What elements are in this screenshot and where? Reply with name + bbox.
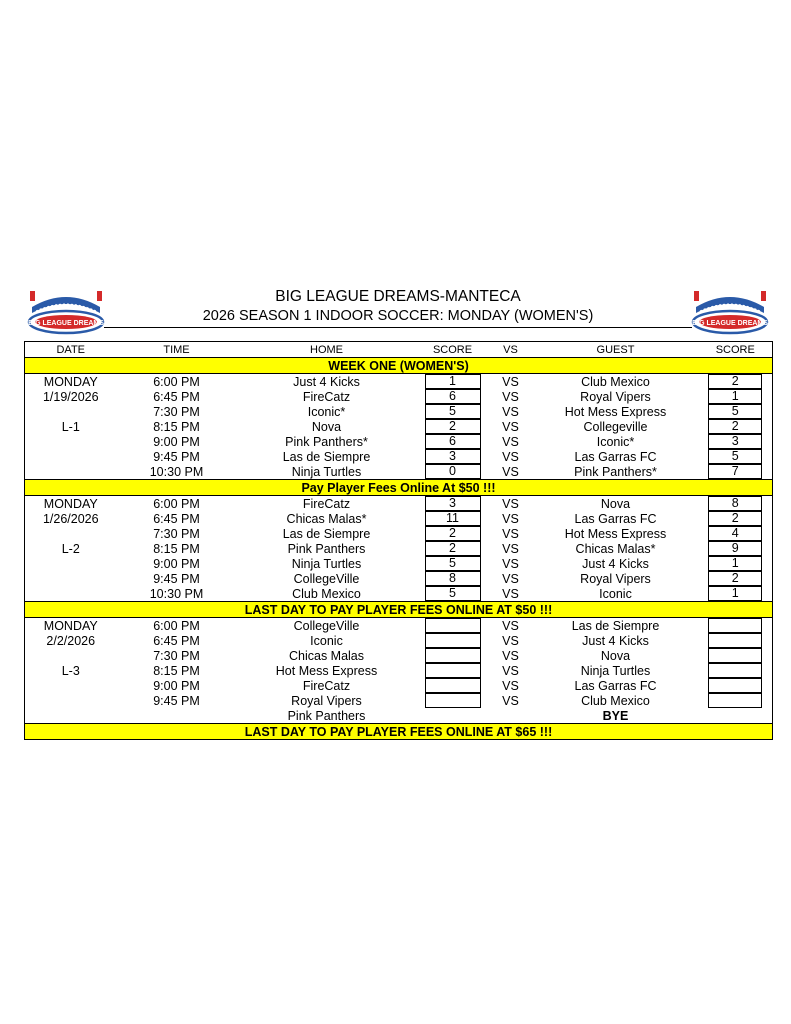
game-time: 7:30 PM	[153, 526, 200, 541]
schedule-table	[24, 341, 773, 740]
game-row	[25, 663, 773, 678]
guest-score-cell	[699, 464, 773, 480]
guest-score: 7	[708, 464, 762, 479]
guest-team: Hot Mess Express	[564, 526, 667, 541]
guest-score	[708, 663, 762, 678]
guest-score	[708, 633, 762, 648]
home-score: 2	[425, 419, 481, 434]
guest-team: Las de Siempre	[571, 618, 660, 633]
game-time: 9:00 PM	[153, 434, 200, 449]
col-home-header: HOME	[237, 342, 417, 358]
guest-team: Las Garras FC	[574, 678, 657, 693]
guest-team: Royal Vipers	[580, 389, 651, 404]
guest-score: 2	[708, 571, 762, 586]
home-score: 8	[425, 571, 481, 586]
vs-label: VS	[502, 419, 519, 434]
guest-score-cell	[699, 511, 773, 526]
game-date-label	[25, 693, 117, 708]
game-time: 9:00 PM	[153, 556, 200, 571]
guest-score-cell	[699, 693, 773, 708]
vs-label: VS	[502, 526, 519, 541]
game-row	[25, 556, 773, 571]
column-header-row	[25, 342, 773, 358]
home-score: 6	[425, 389, 481, 404]
guest-team: Royal Vipers	[580, 571, 651, 586]
game-date-label	[25, 648, 117, 663]
guest-team: Chicas Malas*	[575, 541, 656, 556]
home-score: 5	[425, 404, 481, 419]
home-score: 2	[425, 541, 481, 556]
home-score: 1	[425, 374, 481, 389]
col-date-header: DATE	[25, 342, 117, 358]
guest-score-cell	[699, 389, 773, 404]
guest-team: Nova	[600, 648, 631, 663]
home-score-cell	[417, 404, 489, 419]
game-time: 6:00 PM	[153, 618, 200, 633]
home-score-cell	[417, 633, 489, 648]
bye-spacer	[117, 708, 237, 724]
guest-score-cell	[699, 404, 773, 419]
home-score: 3	[425, 496, 481, 511]
game-row	[25, 434, 773, 449]
game-row	[25, 586, 773, 602]
vs-label: VS	[502, 449, 519, 464]
home-team: Just 4 Kicks	[293, 374, 360, 389]
home-team: Pink Panthers*	[285, 434, 368, 449]
game-date-label	[25, 464, 117, 480]
game-date-label: 1/26/2026	[42, 511, 99, 526]
home-score-cell	[417, 556, 489, 571]
guest-score	[708, 693, 762, 708]
guest-team: Just 4 Kicks	[582, 633, 649, 648]
vs-label: VS	[502, 389, 519, 404]
home-team: FireCatz	[302, 496, 351, 511]
guest-score: 8	[708, 496, 762, 511]
game-row	[25, 374, 773, 390]
guest-team: Ninja Turtles	[580, 663, 651, 678]
home-team: Ninja Turtles	[291, 556, 362, 571]
game-date-label: L-1	[61, 419, 80, 434]
home-score: 6	[425, 434, 481, 449]
col-guest-header: GUEST	[533, 342, 699, 358]
guest-score	[708, 618, 762, 633]
guest-score	[708, 648, 762, 663]
home-score-cell	[417, 541, 489, 556]
home-team: CollegeVille	[293, 571, 360, 586]
game-row	[25, 511, 773, 526]
guest-score-cell	[699, 648, 773, 663]
home-team: FireCatz	[302, 678, 351, 693]
guest-score-cell	[699, 571, 773, 586]
game-date-label	[25, 449, 117, 464]
logo-text: BIG LEAGUE DREAMS	[692, 320, 768, 327]
guest-team: Nova	[600, 496, 631, 511]
home-team: Las de Siempre	[282, 449, 371, 464]
col-time-header: TIME	[117, 342, 237, 358]
game-date-label	[25, 434, 117, 449]
guest-score-cell	[699, 374, 773, 390]
game-row	[25, 648, 773, 663]
vs-label: VS	[502, 434, 519, 449]
footer-banner-text: LAST DAY TO PAY PLAYER FEES ONLINE AT $65 !!!	[25, 724, 773, 740]
bye-team: Pink Panthers	[287, 708, 366, 723]
home-team: Royal Vipers	[291, 693, 362, 708]
game-date-label	[25, 526, 117, 541]
vs-label: VS	[502, 541, 519, 556]
home-score-cell	[417, 586, 489, 602]
home-score: 5	[425, 556, 481, 571]
home-team: Iconic*	[307, 404, 346, 419]
game-time: 9:45 PM	[153, 693, 200, 708]
guest-team: Club Mexico	[581, 693, 650, 708]
league-logo-icon	[690, 289, 770, 335]
bye-label: BYE	[602, 708, 629, 723]
guest-score	[708, 678, 762, 693]
logo-text: BIG LEAGUE DREAMS	[28, 320, 104, 327]
home-team: FireCatz	[302, 389, 351, 404]
guest-team: Iconic*	[596, 434, 635, 449]
col-vs-header: VS	[489, 342, 533, 358]
game-time: 9:45 PM	[153, 571, 200, 586]
home-score: 5	[425, 586, 481, 601]
vs-label: VS	[502, 404, 519, 419]
game-time: 6:00 PM	[153, 496, 200, 511]
week-banner-text: LAST DAY TO PAY PLAYER FEES ONLINE AT $50 !!!	[25, 602, 773, 618]
vs-label: VS	[502, 678, 519, 693]
guest-team: Las Garras FC	[574, 449, 657, 464]
game-date-label: L-2	[61, 541, 80, 556]
home-score-cell	[417, 678, 489, 693]
guest-team: Iconic	[599, 586, 632, 601]
bye-spacer	[699, 708, 773, 724]
game-date-label: MONDAY	[43, 618, 98, 633]
page-subtitle: 2026 SEASON 1 INDOOR SOCCER: MONDAY (WOMEN'S)	[202, 308, 594, 324]
week-banner	[25, 480, 773, 496]
home-score-cell	[417, 374, 489, 390]
home-score: 11	[425, 511, 481, 526]
game-date-label: MONDAY	[43, 374, 98, 389]
game-time: 6:45 PM	[153, 633, 200, 648]
game-row	[25, 541, 773, 556]
week-banner-text: Pay Player Fees Online At $50 !!!	[25, 480, 773, 496]
home-score: 2	[425, 526, 481, 541]
game-row	[25, 449, 773, 464]
guest-score: 4	[708, 526, 762, 541]
guest-score: 1	[708, 389, 762, 404]
game-row	[25, 693, 773, 708]
home-team: Pink Panthers	[287, 541, 366, 556]
home-score-cell	[417, 663, 489, 678]
game-time: 8:15 PM	[153, 541, 200, 556]
home-score-cell	[417, 434, 489, 449]
home-score	[425, 618, 481, 633]
vs-label: VS	[502, 571, 519, 586]
schedule-sheet	[24, 287, 772, 740]
col-guest-score-header: SCORE	[699, 342, 773, 358]
vs-label: VS	[502, 586, 519, 601]
game-date-label: 2/2/2026	[46, 633, 96, 648]
game-row	[25, 571, 773, 586]
vs-label: VS	[502, 464, 519, 479]
game-date-label	[25, 571, 117, 586]
game-time: 8:15 PM	[153, 419, 200, 434]
bye-spacer	[417, 708, 489, 724]
home-score-cell	[417, 693, 489, 708]
bye-row	[25, 708, 773, 724]
guest-score-cell	[699, 633, 773, 648]
guest-score-cell	[699, 434, 773, 449]
game-row	[25, 618, 773, 634]
home-score-cell	[417, 419, 489, 434]
guest-team: Club Mexico	[581, 374, 650, 389]
home-team: Las de Siempre	[282, 526, 371, 541]
game-row	[25, 526, 773, 541]
vs-label: VS	[502, 693, 519, 708]
game-time: 10:30 PM	[149, 586, 204, 601]
home-team: Hot Mess Express	[275, 663, 378, 678]
home-team: Nova	[311, 419, 342, 434]
game-time: 10:30 PM	[149, 464, 204, 479]
game-time: 8:15 PM	[153, 663, 200, 678]
sheet-header	[24, 287, 772, 341]
page-title: BIG LEAGUE DREAMS-MANTECA	[275, 288, 521, 305]
home-score: 3	[425, 449, 481, 464]
vs-label: VS	[502, 648, 519, 663]
footer-banner	[25, 724, 773, 740]
home-score-cell	[417, 449, 489, 464]
guest-score: 3	[708, 434, 762, 449]
vs-label: VS	[502, 618, 519, 633]
guest-team: Hot Mess Express	[564, 404, 667, 419]
game-date-label	[25, 586, 117, 602]
guest-score: 5	[708, 404, 762, 419]
game-date-label: L-3	[61, 663, 80, 678]
guest-score-cell	[699, 541, 773, 556]
game-time: 6:45 PM	[153, 511, 200, 526]
game-row	[25, 404, 773, 419]
vs-label: VS	[502, 374, 519, 389]
game-time: 7:30 PM	[153, 648, 200, 663]
week-banner-text: WEEK ONE (WOMEN'S)	[25, 358, 773, 374]
game-time: 6:45 PM	[153, 389, 200, 404]
vs-label: VS	[502, 496, 519, 511]
game-row	[25, 419, 773, 434]
guest-score-cell	[699, 586, 773, 602]
home-score-cell	[417, 618, 489, 634]
game-date-label: MONDAY	[43, 496, 98, 511]
guest-team: Pink Panthers*	[574, 464, 657, 479]
title-divider	[104, 327, 692, 328]
guest-score: 2	[708, 511, 762, 526]
home-team: Club Mexico	[292, 586, 361, 601]
game-time: 7:30 PM	[153, 404, 200, 419]
home-team: Ninja Turtles	[291, 464, 362, 479]
home-team: Chicas Malas	[288, 648, 365, 663]
game-row	[25, 496, 773, 512]
guest-team: Just 4 Kicks	[582, 556, 649, 571]
home-score-cell	[417, 496, 489, 512]
guest-score: 1	[708, 556, 762, 571]
home-score	[425, 648, 481, 663]
week-banner	[25, 358, 773, 374]
week-banner	[25, 602, 773, 618]
guest-score-cell	[699, 449, 773, 464]
home-score-cell	[417, 526, 489, 541]
home-score-cell	[417, 648, 489, 663]
game-time: 9:45 PM	[153, 449, 200, 464]
bye-spacer	[489, 708, 533, 724]
guest-score-cell	[699, 556, 773, 571]
guest-score: 2	[708, 419, 762, 434]
vs-label: VS	[502, 663, 519, 678]
game-time: 6:00 PM	[153, 374, 200, 389]
guest-score: 2	[708, 374, 762, 389]
game-row	[25, 464, 773, 480]
game-date-label	[25, 678, 117, 693]
home-score	[425, 633, 481, 648]
bye-spacer	[25, 708, 117, 724]
home-score	[425, 663, 481, 678]
home-score	[425, 678, 481, 693]
guest-score-cell	[699, 526, 773, 541]
home-score	[425, 693, 481, 708]
game-date-label: 1/19/2026	[42, 389, 99, 404]
home-team: Iconic	[310, 633, 343, 648]
home-score-cell	[417, 389, 489, 404]
vs-label: VS	[502, 511, 519, 526]
game-date-label	[25, 404, 117, 419]
guest-score-cell	[699, 618, 773, 634]
home-team: CollegeVille	[293, 618, 360, 633]
game-date-label	[25, 556, 117, 571]
vs-label: VS	[502, 633, 519, 648]
guest-team: Las Garras FC	[574, 511, 657, 526]
guest-team: Collegeville	[583, 419, 648, 434]
home-team: Chicas Malas*	[286, 511, 367, 526]
home-score-cell	[417, 464, 489, 480]
col-home-score-header: SCORE	[417, 342, 489, 358]
game-time: 9:00 PM	[153, 678, 200, 693]
guest-score-cell	[699, 419, 773, 434]
home-score-cell	[417, 511, 489, 526]
guest-score-cell	[699, 496, 773, 512]
home-score: 0	[425, 464, 481, 479]
vs-label: VS	[502, 556, 519, 571]
guest-score-cell	[699, 678, 773, 693]
game-row	[25, 633, 773, 648]
game-row	[25, 678, 773, 693]
guest-score: 5	[708, 449, 762, 464]
guest-score: 9	[708, 541, 762, 556]
guest-score: 1	[708, 586, 762, 601]
home-score-cell	[417, 571, 489, 586]
game-row	[25, 389, 773, 404]
guest-score-cell	[699, 663, 773, 678]
